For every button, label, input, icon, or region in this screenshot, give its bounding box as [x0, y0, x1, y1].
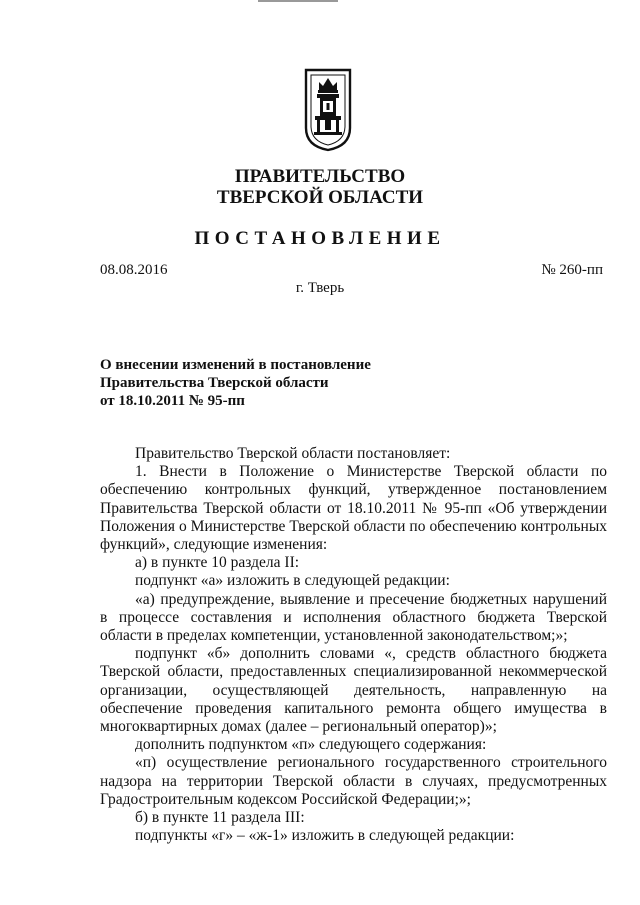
document-subject — [100, 356, 371, 410]
body-paragraph: а) в пункте 10 раздела II: — [135, 554, 300, 572]
coat-of-arms-icon — [304, 68, 352, 152]
organization-name-line1: ПРАВИТЕЛЬСТВО — [234, 166, 406, 187]
body-paragraph: подпункты «г» – «ж-1» изложить в следующей редакции: — [135, 827, 515, 845]
body-paragraph: «а) предупреждение, выявление и пресечение бюджетных нарушений в процессе составления и исполнения областного бюджета Тверской области в пределах компетенции, установленной законодательством;»; — [100, 590, 607, 645]
subject-line2: Правительства Тверской области — [100, 375, 329, 391]
document-type: ПОСТАНОВЛЕНИЕ — [194, 228, 446, 249]
document-body — [100, 445, 607, 845]
subject-line3: от 18.10.2011 № 95-пп — [100, 393, 245, 409]
organization-name-line2: ТВЕРСКОЙ ОБЛАСТИ — [216, 187, 424, 208]
body-paragraph: дополнить подпунктом «п» следующего содержания: — [135, 736, 487, 754]
coat-of-arms-drawing — [304, 68, 352, 152]
body-paragraph: «п) осуществление регионального государственного строительного надзора на территории Тверской области в случаях, предусмотренных Градостроительным кодексом Российской Федерации;»; — [100, 754, 607, 808]
body-paragraph: подпункт «а» изложить в следующей редакции: — [135, 572, 450, 590]
document-city: г. Тверь — [295, 280, 345, 296]
document-number: № 260-пп — [541, 262, 603, 278]
document-date: 08.08.2016 — [100, 262, 168, 278]
body-paragraph: б) в пункте 11 раздела III: — [135, 809, 305, 827]
body-paragraph: подпункт «б» дополнить словами «, средств областного бюджета Тверской области, предоставленных специализированной некоммерческой организации, осуществляющей деятельность, направленную на обеспечение проведения капитального ремонта общего имущества в многоквартирных домах (далее – региональный оператор)»; — [100, 645, 607, 736]
body-paragraph: 1. Внести в Положение о Министерстве Тверской области по обеспечению контрольных функций, утвержденное постановлением Правительства Тверской области от 18.10.2011 № 95-пп «Об утверждении Положения о Министерстве Тверской области по обеспечению контрольных функций», следующие изменения: — [100, 463, 607, 554]
body-paragraph: Правительство Тверской области постановляет: — [135, 445, 451, 462]
subject-line1: О внесении изменений в постановление — [100, 357, 371, 373]
top-edge-mark — [258, 0, 338, 2]
